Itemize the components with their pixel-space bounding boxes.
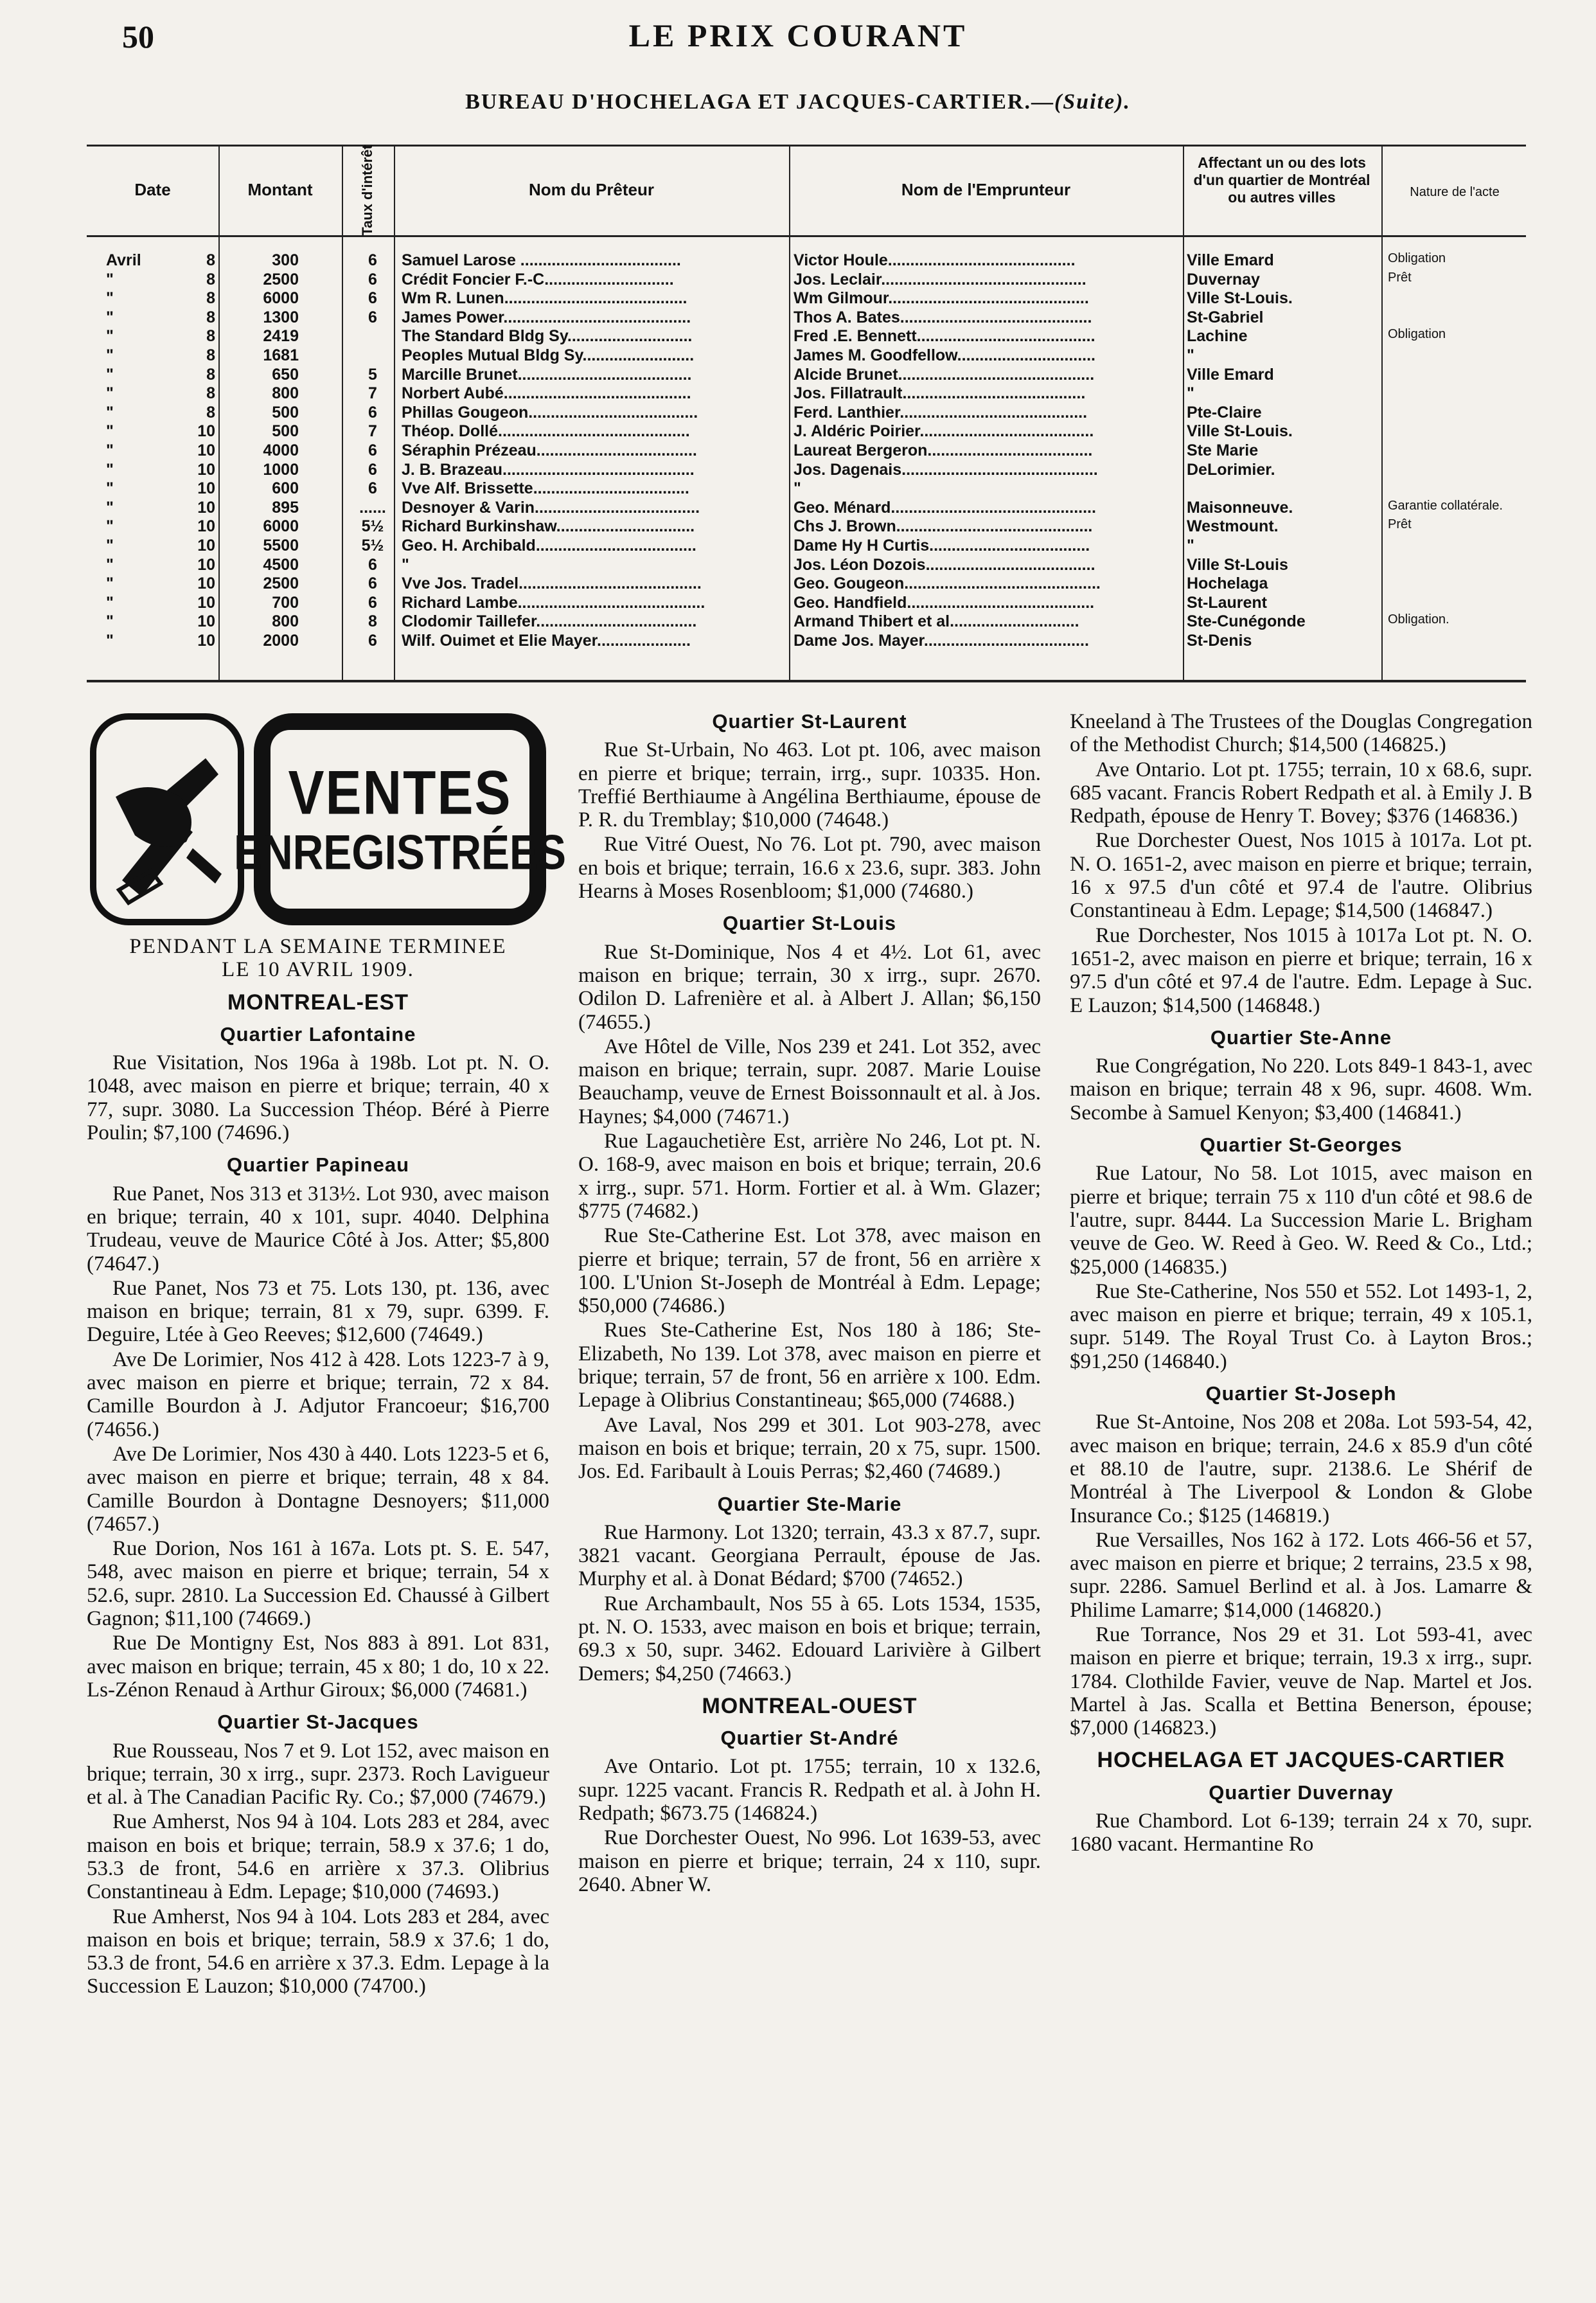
header-borrower: Nom de l'Emprunteur (901, 180, 1071, 199)
loan-cell-borrower: James M. Goodfellow............................... (794, 346, 1095, 364)
sale-entry: Rue Congrégation, No 220. Lots 849-1 843-1, avec maison en brique; terrain 48 x 96, supr. 4608. Wm. Secombe à Samuel Kenyon; $3,400 (146841.) (1070, 1054, 1532, 1125)
loan-cell-day: 10 (197, 612, 215, 631)
loan-cell-month: " (106, 593, 114, 612)
loan-cell-rate: 8 (368, 612, 377, 631)
loan-cell-nature: Obligation (1388, 327, 1446, 342)
ventes-banner (90, 713, 567, 925)
loan-cell-borrower: Victor Houle.......................................... (794, 251, 1076, 269)
sale-entry: Ave Hôtel de Ville, Nos 239 et 241. Lot 352, avec maison en brique; terrain, supr. 2087. Marie Louise Beauchamp, veuve de Ernest Boissonnault et al. à Jos. Haynes; $4,000 (74671.) (578, 1035, 1041, 1128)
loan-row (87, 461, 1526, 479)
quartier-heading: Quartier St-Jacques (217, 1711, 419, 1734)
loan-cell-borrower: J. Aldéric Poirier....................................... (794, 422, 1094, 441)
loan-cell-location: St-Gabriel (1187, 308, 1264, 326)
column-3 (1070, 710, 1532, 1858)
sale-entry: Rue St-Dominique, Nos 4 et 4½. Lot 61, avec maison en brique; terrain, 30 x irrg., supr. 2670. Odilon D. Lafrenière et al. à Albert J. Allan; $6,150 (74655.) (578, 940, 1041, 1034)
loan-cell-day: 8 (206, 403, 215, 422)
loan-cell-rate: 6 (368, 593, 377, 612)
loan-cell-rate: 6 (368, 555, 377, 574)
loan-cell-lender: Vve Jos. Tradel......................................... (402, 574, 702, 593)
loan-cell-amount: 1681 (263, 346, 299, 364)
region-heading: MONTREAL-OUEST (702, 1693, 918, 1718)
loan-cell-day: 8 (206, 346, 215, 364)
loan-cell-day: 8 (206, 308, 215, 326)
loan-cell-month: " (106, 517, 114, 536)
loan-cell-day: 8 (206, 327, 215, 346)
loan-cell-lender: Vve Alf. Brissette................................... (402, 479, 689, 498)
loan-cell-amount: 2419 (263, 327, 299, 346)
journal-title: LE PRIX COURANT (628, 17, 968, 53)
loan-cell-month: " (106, 289, 114, 308)
quartier-heading: Quartier St-Georges (1200, 1134, 1403, 1157)
sale-entry: Rue Archambault, Nos 55 à 65. Lots 1534, 1535, pt. N. O. 1533, avec maison en bois et brique; terrain, 69.3 x 50, supr. 3462. Edouard Larivière à Gilbert Demers; $4,250 (74663.) (578, 1592, 1041, 1685)
loan-cell-day: 8 (206, 365, 215, 384)
loan-cell-location: Ste Marie (1187, 441, 1259, 459)
loan-row (87, 441, 1526, 460)
loan-row (87, 612, 1526, 631)
sale-entry: Rue St-Antoine, Nos 208 et 208a. Lot 593-54, 42, avec maison en brique; terrain, 24.6 x 85.9 d'un côté et 88.10 de l'autre, supr. 2138.6. Le Shérif de Montréal à The Liverpool & London & Globe Insurance Co.; $125 (146819.) (1070, 1410, 1532, 1527)
loan-cell-borrower: Geo. Gougeon............................................ (794, 574, 1101, 593)
loan-cell-month: " (106, 403, 114, 422)
loan-cell-borrower: Dame Jos. Mayer..................................... (794, 632, 1089, 650)
sale-entry: Rue Chambord. Lot 6-139; terrain 24 x 70, supr. 1680 vacant. Hermantine Ro (1070, 1810, 1532, 1856)
sale-entry: Rue Versailles, Nos 162 à 172. Lots 466-56 et 57, avec maison en pierre et brique; 2 terrains, 23.5 x 98, supr. 2286. Samuel Berlind et al. à Jos. Lamarre & Philime Lamarre; $14,000 (146820.) (1070, 1528, 1532, 1622)
sale-entry: Rue Panet, Nos 73 et 75. Lots 130, pt. 136, avec maison en brique; terrain, 81 x 79, supr. 6399. F. Deguire, Ltée à Geo Reeves; $12,600 (74649.) (87, 1276, 549, 1347)
loan-cell-lender: Clodomir Taillefer.................................... (402, 612, 697, 631)
loan-cell-nature: Obligation. (1388, 612, 1450, 627)
loan-cell-lender: James Power.......................................... (402, 308, 691, 326)
sale-entry: Rue Dorchester Ouest, No 996. Lot 1639-53, avec maison en pierre et brique; terrain, 24 x 110, supr. 2640. Abner W. (578, 1826, 1041, 1896)
loan-cell-location: Ville St-Louis (1187, 555, 1288, 574)
loan-cell-lender: Séraphin Prézeau.................................... (402, 441, 697, 459)
loan-row (87, 537, 1526, 555)
loan-cell-amount: 1000 (263, 460, 299, 479)
loan-cell-rate: 6 (368, 251, 377, 269)
loan-cell-month: " (106, 270, 114, 289)
banner-title-box (233, 713, 567, 925)
quartier-heading: Quartier Ste-Marie (717, 1492, 902, 1515)
quartier-heading: Quartier St-Laurent (712, 710, 907, 733)
loan-cell-borrower: Jos. Fillatrault......................................... (794, 384, 1086, 403)
loan-cell-amount: 5500 (263, 537, 299, 555)
loan-cell-nature: Garantie collatérale. (1388, 498, 1503, 513)
loan-cell-amount: 2500 (263, 574, 299, 593)
sale-entry: Rue Dorchester Ouest, Nos 1015 à 1017a. Lot pt. N. O. 1651-2, avec maison en pierre et brique; terrain, 16 x 97.5 d'un côté et 97.4 de l'autre. Olibrius Constantineau à Edm. Lepage; $14,500 (146847.) (1070, 829, 1532, 923)
loan-cell-location: Westmount. (1187, 517, 1279, 536)
loan-cell-day: 10 (197, 537, 215, 555)
loan-cell-borrower: Ferd. Lanthier.......................................... (794, 403, 1088, 422)
loan-cell-location: Maisonneuve. (1187, 498, 1293, 517)
banner-line-ventes: VENTES (288, 757, 512, 828)
loan-cell-month: " (106, 479, 114, 498)
loan-cell-month: " (106, 365, 114, 384)
loan-row (87, 308, 1526, 327)
loan-cell-borrower: Wm Gilmour............................................. (794, 289, 1089, 308)
loan-cell-rate: 5 (368, 365, 377, 384)
loan-cell-amount: 800 (272, 612, 299, 631)
region-heading: HOCHELAGA ET JACQUES-CARTIER (1097, 1748, 1505, 1773)
loan-cell-borrower: Jos. Dagenais............................................ (794, 460, 1098, 479)
loan-cell-lender: Wm R. Lunen......................................... (402, 289, 687, 308)
loan-cell-lender: Norbert Aubé.......................................... (402, 384, 691, 403)
loan-row (87, 499, 1526, 517)
sale-entry: Ave Ontario. Lot pt. 1755; terrain, 10 x 132.6, supr. 1225 vacant. Francis R. Redpath et al. à John H. Redpath; $673.75 (146824.) (578, 1755, 1041, 1826)
loan-row (87, 479, 1526, 498)
loan-cell-location: Pte-Claire (1187, 403, 1262, 422)
loan-cell-month: " (106, 498, 114, 517)
loan-cell-lender: Desnoyer & Varin..................................... (402, 498, 700, 517)
loan-cell-rate: 5½ (361, 537, 384, 555)
loan-cell-rate: 6 (368, 460, 377, 479)
quartier-heading: Quartier St-Joseph (1205, 1382, 1397, 1405)
loan-cell-amount: 500 (272, 422, 299, 441)
loan-cell-month: " (106, 460, 114, 479)
sale-entry: Rue Visitation, Nos 196a à 198b. Lot pt. N. O. 1048, avec maison en pierre et brique; terrain, 40 x 77, supr. 3080. La Succession Théop. Béré à Pierre Poulin; $7,100 (74696.) (87, 1051, 549, 1145)
loan-cell-month: " (106, 612, 114, 631)
week-line-2: LE 10 AVRIL 1909. (222, 958, 414, 982)
loan-row (87, 366, 1526, 384)
sale-entry: Rue Dorchester, Nos 1015 à 1017a Lot pt. N. O. 1651-2, avec maison en pierre et brique; terrain, 16 x 97.5 d'un côté et 97.4 de l'autre. Edm. Lepage à Suc. E Lauzon; $14,500 (146848.) (1070, 923, 1532, 1017)
loan-row (87, 384, 1526, 403)
loan-cell-rate: 6 (368, 270, 377, 289)
loan-cell-lender: Richard Burkinshaw............................... (402, 517, 695, 536)
loan-row (87, 251, 1526, 270)
loan-cell-lender: Théop. Dollé........................................... (402, 422, 690, 441)
sale-entry: Ave De Lorimier, Nos 430 à 440. Lots 1223-5 et 6, avec maison en pierre et brique; terrain, 48 x 84. Camille Bourdon à Dontagne Desnoyers; $11,000 (74657.) (87, 1442, 549, 1536)
loan-cell-amount: 895 (272, 498, 299, 517)
loan-cell-day: 10 (197, 517, 215, 536)
quartier-heading: Quartier Papineau (226, 1153, 410, 1177)
loan-cell-rate: 6 (368, 403, 377, 422)
loan-row (87, 594, 1526, 612)
loan-cell-borrower: Jos. Léon Dozois...................................... (794, 555, 1095, 574)
banner-line-enregistrees: ENREGISTRÉES (233, 824, 567, 880)
loan-cell-amount: 800 (272, 384, 299, 403)
loan-cell-amount: 500 (272, 403, 299, 422)
loan-cell-month: " (106, 384, 114, 403)
region-heading: MONTREAL-EST (227, 990, 409, 1015)
sale-entry-continued: Kneeland à The Trustees of the Douglas Congregation of the Methodist Church; $14,500 (146825.) (1070, 710, 1532, 757)
sale-entry: Rue Lagauchetière Est, arrière No 246, Lot pt. N. O. 168-9, avec maison en bois et brique; terrain, 20.6 x irrg., supr. 571. Horm. Fortier et al. à Wm. Glazer; $775 (74682.) (578, 1130, 1041, 1223)
loan-cell-location: Ste-Cunégonde (1187, 612, 1306, 631)
loan-cell-day: 10 (197, 479, 215, 498)
loan-cell-borrower: Armand Thibert et al............................. (794, 612, 1079, 631)
loan-cell-rate: 6 (368, 441, 377, 459)
loan-cell-lender: Wilf. Ouimet et Elie Mayer..................... (402, 632, 691, 650)
loan-cell-amount: 300 (272, 251, 299, 269)
quartier-heading: Quartier St-André (720, 1727, 899, 1750)
loan-cell-location: " (1187, 384, 1194, 403)
loan-cell-day: 10 (197, 555, 215, 574)
sale-entry: Rue Amherst, Nos 94 à 104. Lots 283 et 284, avec maison en bois et brique; terrain, 58.9 x 37.6; 1 do, 53.3 de front, 54.6 en arrière x 37.3. Olibrius Constantineau à Edm. Lepage; $10,000 (74693.) (87, 1810, 549, 1904)
sale-entry: Rue Dorion, Nos 161 à 167a. Lots pt. S. E. 547, 548, avec maison en pierre et brique; terrain, 54 x 52.6, supr. 2810. La Succession Ed. Chaussé à Gilbert Gagnon; $11,100 (74669.) (87, 1537, 549, 1631)
sale-entry: Rue Torrance, Nos 29 et 31. Lot 593-41, avec maison en pierre et brique; terrain, 19.3 x irrg., supr. 1784. Clothilde Favier, veuve de Nap. Martel et Jos. Martel à Jas. Scalla et Bettina Benerson, épouse; $7,000 (146823.) (1070, 1623, 1532, 1740)
loan-cell-lender: J. B. Brazeau........................................... (402, 460, 695, 479)
loan-cell-lender: Phillas Gougeon...................................... (402, 403, 698, 422)
loan-row (87, 422, 1526, 441)
loan-cell-day: 8 (206, 270, 215, 289)
loan-cell-rate: 6 (368, 308, 377, 326)
header-rule (87, 235, 1526, 237)
loan-cell-location: Ville St-Louis. (1187, 289, 1293, 308)
loan-cell-rate: 7 (368, 422, 377, 441)
loan-cell-location: St-Laurent (1187, 593, 1267, 612)
loan-cell-location: St-Denis (1187, 632, 1252, 650)
loan-cell-borrower: Fred .E. Bennett........................................ (794, 327, 1095, 346)
week-line-1: PENDANT LA SEMAINE TERMINEE (129, 935, 507, 958)
loan-cell-nature: Prêt (1388, 270, 1412, 285)
loan-cell-day: 10 (197, 632, 215, 650)
loan-cell-location: " (1187, 346, 1194, 364)
loan-row (87, 517, 1526, 536)
loan-cell-day: 10 (197, 574, 215, 593)
loan-cell-month: Avril (106, 251, 141, 269)
loan-cell-location: Ville Emard (1187, 365, 1274, 384)
sale-entry: Rue St-Urbain, No 463. Lot pt. 106, avec maison en pierre et brique; terrain, irrg., supr. 10335. Hon. Treffié Berthiaume à Angélina Berthiaume, épouse de P. R. du Tremblay; $10,000 (74648.) (578, 738, 1041, 832)
bureau-title-text: BUREAU D'HOCHELAGA ET JACQUES-CARTIER.— (465, 90, 1054, 114)
sale-entry: Rue Harmony. Lot 1320; terrain, 43.3 x 87.7, supr. 3821 vacant. Georgiana Perrault, épouse de Jas. Murphy et al. à Donat Bédard; $700 (74652.) (578, 1520, 1041, 1591)
sale-entry: Rue Ste-Catherine Est. Lot 378, avec maison en pierre et brique; terrain, 57 de front, 56 en arrière x 100. L'Union St-Joseph de Montréal à Edm. Lepage; $50,000 (74686.) (578, 1224, 1041, 1318)
loan-cell-rate: 6 (368, 632, 377, 650)
loan-row (87, 271, 1526, 289)
loan-cell-location: Lachine (1187, 327, 1248, 346)
loans-table (87, 145, 1526, 682)
loan-cell-amount: 1300 (263, 308, 299, 326)
loan-cell-day: 10 (197, 593, 215, 612)
bureau-title-suite: (Suite). (1054, 90, 1131, 114)
loan-cell-amount: 6000 (263, 517, 299, 536)
loan-cell-borrower: " (794, 479, 801, 498)
loan-cell-month: " (106, 441, 114, 459)
sale-entry: Rue Amherst, Nos 94 à 104. Lots 283 et 284, avec maison en bois et brique; terrain, 58.9 x 37.6; 1 do, 53.3 de front, 54.6 en arrière x 37.3. Edm. Lepage à la Succession E Lauzon; $10,000 (74700.) (87, 1905, 549, 1998)
loan-row (87, 404, 1526, 422)
bureau-title (0, 90, 1596, 114)
sale-entry: Rue Ste-Catherine, Nos 550 et 552. Lot 1493-1, 2, avec maison en pierre et brique; terrain, 49 x 105.1, supr. 5149. The Royal Trust Co. à Layton Bros.; $91,250 (146840.) (1070, 1279, 1532, 1373)
loan-cell-day: 10 (197, 441, 215, 459)
loan-cell-day: 8 (206, 251, 215, 269)
loan-cell-month: " (106, 574, 114, 593)
loan-cell-month: " (106, 537, 114, 555)
loan-row (87, 327, 1526, 346)
loan-cell-nature: Obligation (1388, 251, 1446, 265)
loan-cell-nature: Prêt (1388, 517, 1412, 532)
loan-cell-borrower: Chs J. Brown............................................ (794, 517, 1093, 536)
loan-cell-amount: 600 (272, 479, 299, 498)
loan-cell-day: 10 (197, 460, 215, 479)
loan-cell-amount: 6000 (263, 289, 299, 308)
loan-row (87, 556, 1526, 574)
loan-cell-borrower: Dame Hy H Curtis.................................... (794, 537, 1090, 555)
header-nature: Nature de l'acte (1410, 185, 1500, 199)
loan-cell-borrower: Jos. Leclair.............................................. (794, 270, 1086, 289)
loan-cell-lender: Crédit Foncier F.-C............................. (402, 270, 674, 289)
quartier-heading: Quartier Lafontaine (220, 1022, 416, 1045)
loan-cell-lender: Geo. H. Archibald.................................... (402, 537, 696, 555)
loan-cell-borrower: Laureat Bergeron..................................... (794, 441, 1093, 459)
sale-entry: Rue De Montigny Est, Nos 883 à 891. Lot 831, avec maison en brique; terrain, 45 x 80; 1 do, 10 x 22. Ls-Zénon Renaud à Arthur Giroux; $6,000 (74681.) (87, 1632, 549, 1702)
loan-cell-day: 8 (206, 384, 215, 403)
loan-cell-month: " (106, 632, 114, 650)
loan-cell-rate: 7 (368, 384, 377, 403)
loan-cell-amount: 700 (272, 593, 299, 612)
sale-entry: Rue Panet, Nos 313 et 313½. Lot 930, avec maison en brique; terrain, 40 x 101, supr. 4040. Delphina Trudeau, veuve de Maurice Côté à Jos. Atter; $5,800 (74647.) (87, 1182, 549, 1276)
loan-row (87, 574, 1526, 593)
loan-cell-location: Ville St-Louis. (1187, 422, 1293, 441)
quartier-heading: Quartier Duvernay (1209, 1781, 1394, 1804)
loan-cell-rate: 6 (368, 289, 377, 308)
loan-cell-month: " (106, 327, 114, 346)
loan-cell-amount: 650 (272, 365, 299, 384)
loan-cell-lender: Richard Lambe.......................................... (402, 593, 705, 612)
loan-cell-location: Hochelaga (1187, 574, 1268, 593)
header-rate: Taux d'intérêt (359, 145, 375, 236)
loan-cell-location: DeLorimier. (1187, 460, 1275, 479)
loan-cell-rate: ...... (359, 498, 386, 517)
header-location: Affectant un ou des lots d'un quartier de Montréal ou autres villes (1193, 154, 1370, 206)
loan-row (87, 346, 1526, 365)
loan-cell-month: " (106, 555, 114, 574)
loan-cell-rate: 5½ (361, 517, 384, 536)
loan-cell-month: " (106, 346, 114, 364)
column-2 (578, 710, 1041, 1898)
loan-cell-lender: The Standard Bldg Sy............................ (402, 327, 693, 346)
loan-cell-day: 8 (206, 289, 215, 308)
loan-cell-amount: 2500 (263, 270, 299, 289)
loan-cell-lender: Samuel Larose .................................... (402, 251, 681, 269)
loan-cell-amount: 4000 (263, 441, 299, 459)
loan-cell-day: 10 (197, 422, 215, 441)
loan-cell-lender: Marcille Brunet....................................... (402, 365, 692, 384)
loan-cell-location: " (1187, 537, 1194, 555)
sale-entry: Rue Rousseau, Nos 7 et 9. Lot 152, avec maison en brique; terrain, 30 x irrg., supr. 2373. Roch Lavigueur et al. à The Canadian Pacific Ry. Co.; $7,000 (74679.) (87, 1739, 549, 1810)
loan-cell-borrower: Geo. Ménard.............................................. (794, 498, 1096, 517)
quartier-heading: Quartier Ste-Anne (1210, 1026, 1392, 1049)
loan-cell-location: Ville Emard (1187, 251, 1274, 269)
page-number: 50 (122, 19, 154, 55)
sale-entry: Rues Ste-Catherine Est, Nos 180 à 186; Ste-Elizabeth, No 139. Lot 378, avec maison en pierre et brique; terrain, 57 de front, 56 en arrière x 100. Edm. Lepage à Olibrius Constantineau; $65,000 (74688.) (578, 1319, 1041, 1412)
sale-entry: Ave Ontario. Lot pt. 1755; terrain, 10 x 68.6, supr. 685 vacant. Francis Robert Redpath et al. à Emily J. B Redpath, épouse de Henry T. Bovey; $376 (146836.) (1070, 758, 1532, 828)
header-date: Date (134, 180, 171, 199)
loan-row (87, 289, 1526, 308)
loan-cell-lender: " (402, 555, 409, 574)
loan-cell-borrower: Geo. Handfield.......................................... (794, 593, 1095, 612)
sale-entry: Ave Laval, Nos 299 et 301. Lot 903-278, avec maison en bois et brique; terrain, 20 x 75, supr. 1500. Jos. Ed. Faribault à Louis Perras; $2,460 (74689.) (578, 1413, 1041, 1484)
loan-cell-day: 10 (197, 498, 215, 517)
loan-cell-month: " (106, 308, 114, 326)
loan-cell-location: Duvernay (1187, 270, 1260, 289)
header-lender: Nom du Prêteur (528, 180, 655, 199)
loan-cell-amount: 4500 (263, 555, 299, 574)
loan-cell-lender: Peoples Mutual Bldg Sy......................... (402, 346, 695, 364)
sale-entry: Rue Latour, No 58. Lot 1015, avec maison en pierre et brique; terrain 75 x 110 d'un côté et 98.6 de l'autre, supr. 8444. La Succession Marie L. Brigham veuve de Geo. W. Reed à Geo. W. Reed & Co., Ltd.; $25,000 (146835.) (1070, 1162, 1532, 1279)
sale-entry: Ave De Lorimier, Nos 412 à 428. Lots 1223-7 à 9, avec maison en pierre et brique; terrain, 72 x 84. Camille Bourdon à J. Adjutor Francoeur; $16,700 (74656.) (87, 1347, 549, 1441)
header-amount: Montant (247, 180, 313, 199)
sale-entry: Rue Vitré Ouest, No 76. Lot pt. 790, avec maison en bois et brique; terrain, 16.6 x 23.6, supr. 383. John Hearns à Moses Rosenbloom; $1,000 (74680.) (578, 833, 1041, 903)
loan-cell-rate: 6 (368, 479, 377, 498)
loan-cell-month: " (106, 422, 114, 441)
loan-cell-rate: 6 (368, 574, 377, 593)
loan-cell-borrower: Alcide Brunet............................................ (794, 365, 1095, 384)
loan-cell-amount: 2000 (263, 632, 299, 650)
loan-cell-borrower: Thos A. Bates........................................... (794, 308, 1092, 326)
column-1 (87, 935, 549, 2000)
quartier-heading: Quartier St-Louis (722, 912, 897, 935)
loan-row (87, 632, 1526, 650)
writing-hand-icon (90, 713, 244, 925)
